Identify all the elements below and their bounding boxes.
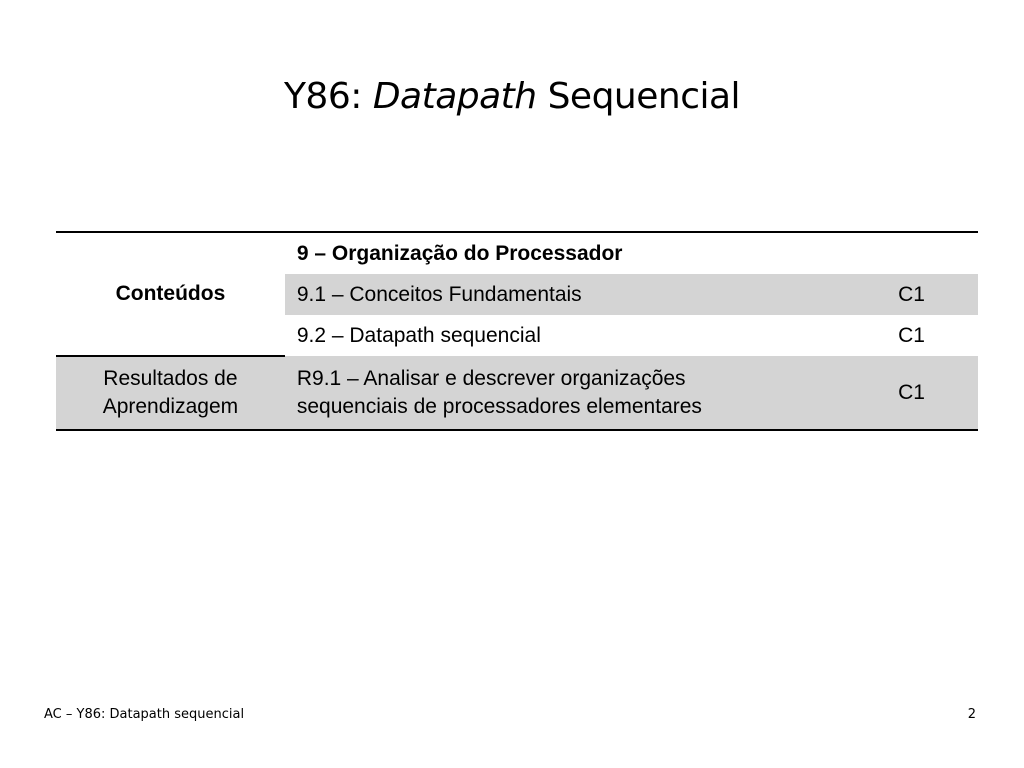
page-number: 2 [967, 707, 976, 722]
table-row [56, 356, 978, 430]
learning-text-line1: R9.1 – Analisar e descrever organizações [296, 366, 686, 390]
learning-code: C1 [886, 356, 978, 430]
slide-title [0, 72, 1024, 122]
item-code: C1 [886, 274, 978, 315]
learning-text [285, 356, 886, 430]
title-prefix: Y86: [283, 76, 373, 118]
learning-label [56, 356, 285, 430]
title-suffix: Sequencial [536, 76, 741, 118]
item-text: 9.1 – Conceitos Fundamentais [285, 274, 886, 315]
contents-label: Conteúdos [56, 232, 285, 356]
learning-text-line2: sequenciais de processadores elementares [296, 394, 702, 418]
item-text: 9.2 – Datapath sequencial [296, 323, 541, 347]
learning-label-line1: Resultados de [103, 367, 238, 390]
contents-table [56, 231, 978, 431]
footer-text: AC – Y86: Datapath sequencial [44, 707, 245, 722]
section-heading: 9 – Organização do Processador [285, 232, 978, 274]
item-code: C1 [898, 323, 925, 347]
title-italic: Datapath [372, 76, 537, 118]
table-row [56, 232, 978, 274]
learning-label-line2: Aprendizagem [102, 395, 239, 418]
